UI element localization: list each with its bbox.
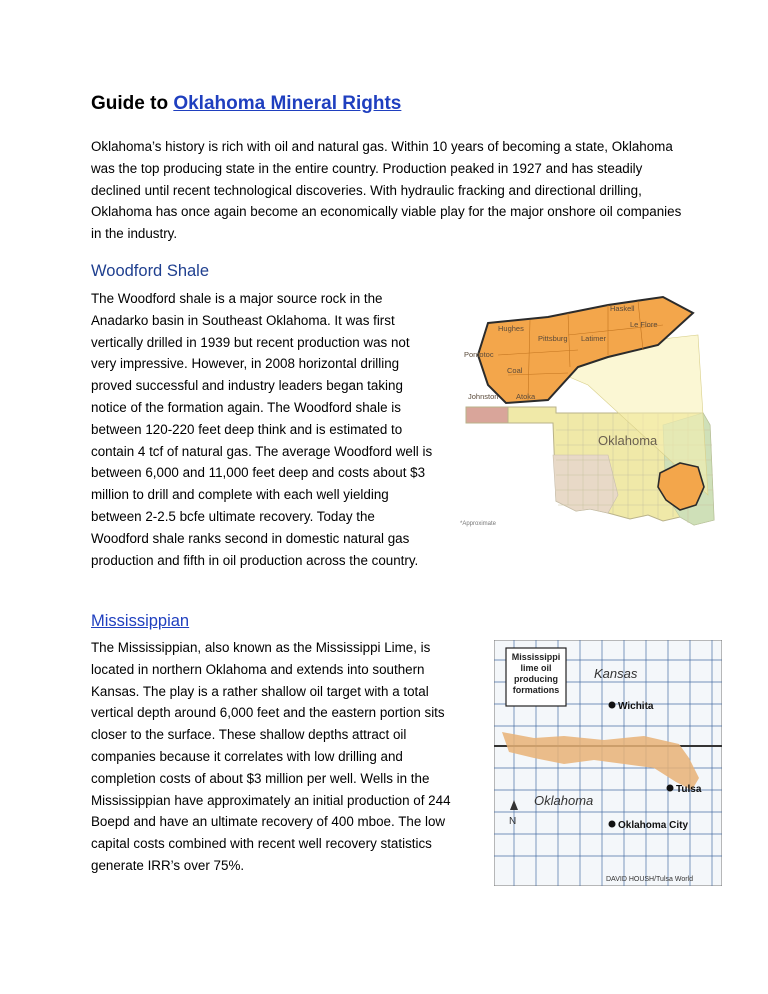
label-kansas: Kansas bbox=[594, 666, 638, 681]
label-wichita: Wichita bbox=[618, 701, 654, 712]
state-label-oklahoma: Oklahoma bbox=[598, 433, 658, 448]
county-label-latimer: Latimer bbox=[581, 334, 607, 343]
legend-line-4: formations bbox=[512, 685, 560, 695]
title-prefix: Guide to bbox=[91, 93, 174, 114]
legend-line-2: lime oil bbox=[520, 663, 552, 673]
county-label-pittsburg: Pittsburg bbox=[538, 334, 568, 343]
okc-dot bbox=[609, 821, 616, 828]
label-oklahoma-city: Oklahoma City bbox=[618, 820, 689, 831]
woodford-paragraph: The Woodford shale is a major source rock in the Anadarko basin in Southeast Oklahoma. It was first vertically drilled in 1939 but recent production was not very impressive. However, in 2008 horizontal drilling proved successful and industry leaders began taking notice of the formation again. The Woodford shale is between 120-220 feet deep think and is estimated to contain 4 tcf of natural gas. The average Woodford well is between 6,000 and 11,000 feet deep and costs about $3 million to drill and complete with each well yielding between 2-2.5 bcfe ultimate recovery. Today the Woodford shale ranks second in domestic natural gas production and fifth in oil production across the country. bbox=[91, 291, 433, 568]
woodford-shale-map bbox=[458, 295, 720, 533]
county-label-coal: Coal bbox=[507, 366, 523, 375]
wichita-dot bbox=[609, 702, 616, 709]
tulsa-dot bbox=[667, 785, 674, 792]
north-label: N bbox=[509, 816, 517, 827]
county-label-johnston: Johnston bbox=[468, 392, 499, 401]
county-label-hughes: Hughes bbox=[498, 324, 524, 333]
southwest-region bbox=[553, 455, 618, 513]
woodford-heading: Woodford Shale bbox=[91, 262, 210, 280]
mississippian-paragraph: The Mississippian, also known as the Mississippi Lime, is located in northern Oklahoma and extends into southern Kansas. The play is a rather shallow oil target with a total vertical depth around 6,000 feet and the eastern portion sits closer to the surface. These shallow depths attract oil companies because it correlates with low drilling and completion costs of about $3 million per well. Wells in the Mississippian have approximately an initial production of 244 Boepd and have an ultimate recovery of 400 mboe. The low capital costs combined with recent well recovery statistics generate IRR’s over 75%. bbox=[91, 640, 451, 873]
approximate-note: *Approximate bbox=[460, 521, 497, 527]
county-label-haskell: Haskell bbox=[610, 304, 635, 313]
county-label-le-flore: Le Flore bbox=[630, 320, 658, 329]
page-title bbox=[91, 93, 401, 115]
county-label-atoka: Atoka bbox=[516, 392, 536, 401]
mississippian-heading[interactable]: Mississippian bbox=[91, 612, 190, 630]
mississippian-map bbox=[494, 640, 722, 886]
title-link[interactable]: Oklahoma Mineral Rights bbox=[173, 93, 402, 114]
label-tulsa: Tulsa bbox=[676, 784, 702, 795]
panhandle-shape bbox=[466, 407, 508, 423]
legend-line-3: producing bbox=[514, 674, 558, 684]
legend-line-1: Mississippi bbox=[511, 652, 561, 662]
county-label-pontotoc: Pontotoc bbox=[464, 350, 494, 359]
intro-paragraph: Oklahoma’s history is rich with oil and natural gas. Within 10 years of becoming a state, Oklahoma was the top producing state in the entire country. Production peaked in 1927 and has steadily declined until recent technological discoveries. With hydraulic fracking and directional drilling, Oklahoma has once again become an economically viable play for the major onshore oil companies in the industry. bbox=[91, 139, 682, 242]
label-oklahoma: Oklahoma bbox=[534, 793, 594, 808]
map-credit: DAVID HOUSH/Tulsa World bbox=[606, 876, 693, 883]
